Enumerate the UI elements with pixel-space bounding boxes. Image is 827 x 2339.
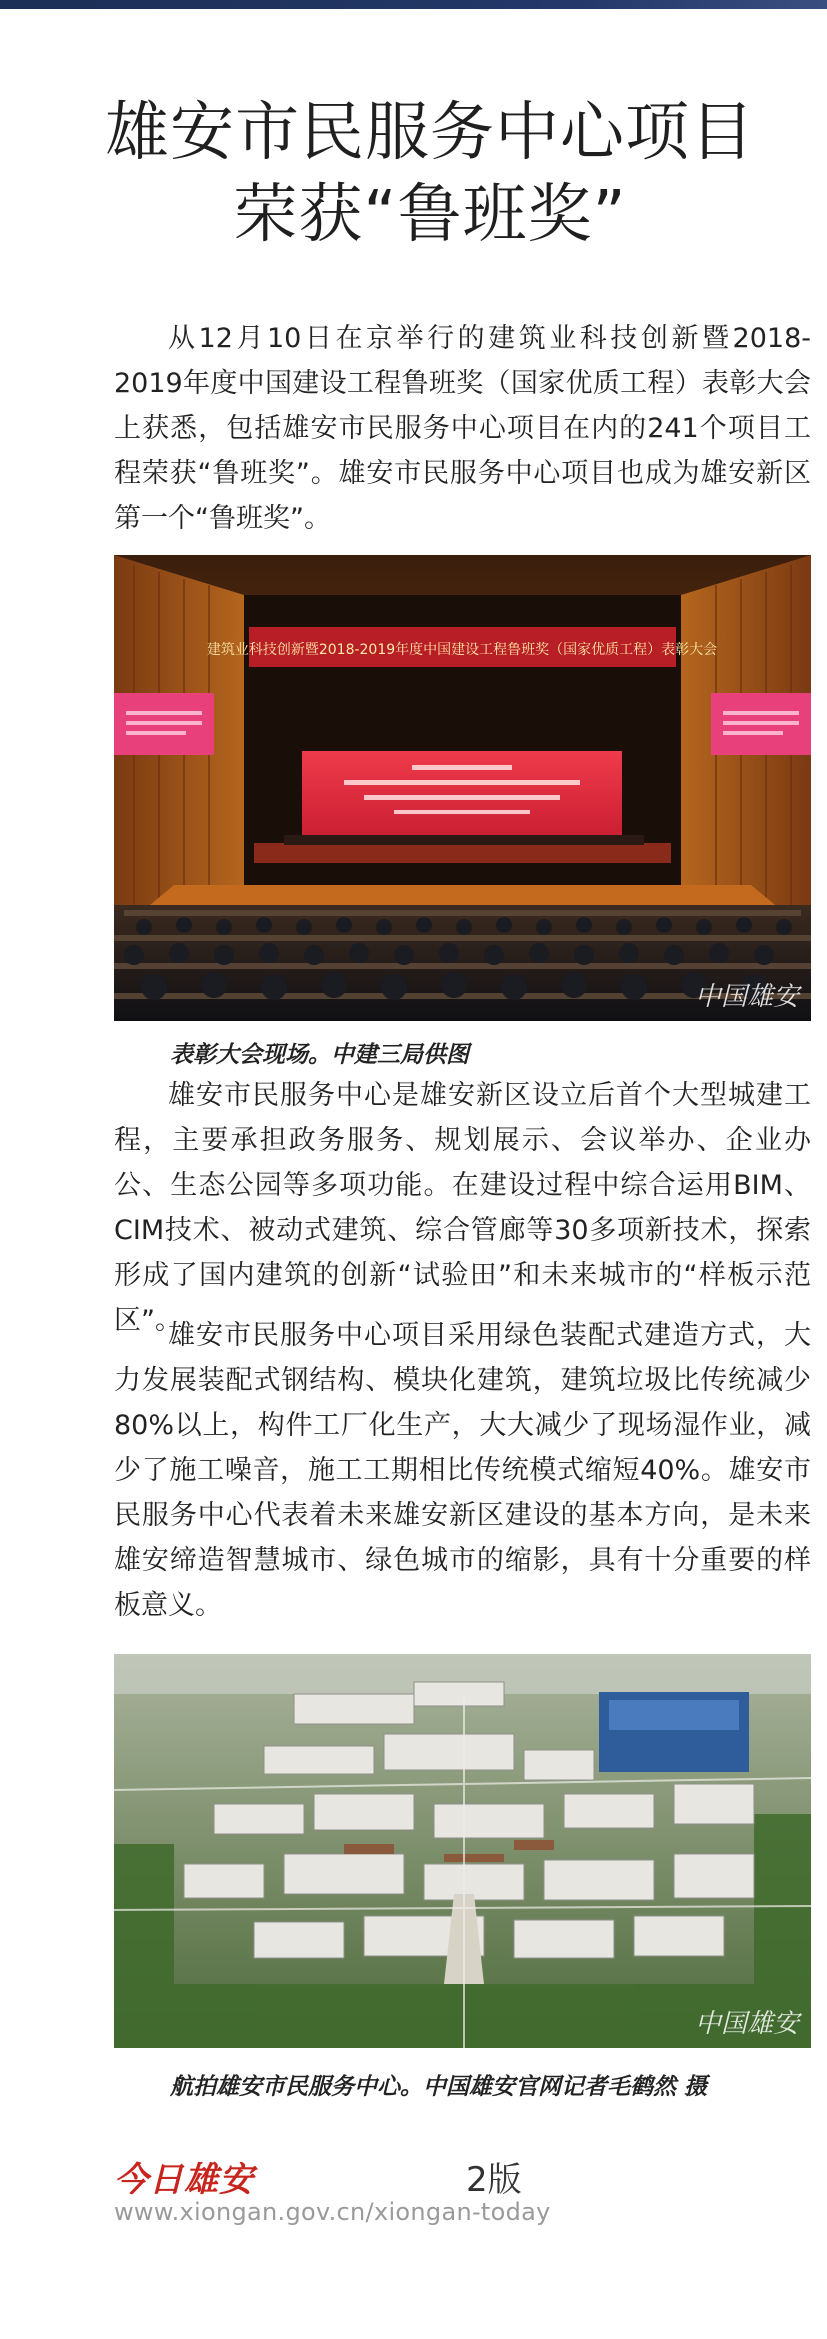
photo-watermark: 中国雄安 [694, 2009, 799, 2039]
footer-brand-logo: 今日雄安 [114, 2160, 254, 2200]
title-line-2: 荣获“鲁班奖” [233, 178, 627, 252]
ceremony-photo [114, 555, 811, 1021]
photo-caption-1: 表彰大会现场。中建三局供图 [170, 1041, 469, 1068]
paragraph-1: 从12月10日在京举行的建筑业科技创新暨2018-2019年度中国建设工程鲁班奖（国家优质工程）表彰大会上获悉，包括雄安市民服务中心项目在内的241个项目工程荣获“鲁班奖”。雄安市民服务中心项目也成为雄安新区第一个“鲁班奖”。 [114, 323, 811, 534]
footer-url-link[interactable]: www.xiongan.gov.cn/xiongan-today [114, 2198, 551, 2226]
aerial-photo-image [114, 1654, 811, 2048]
article-title [60, 92, 800, 256]
ceremony-photo-image [114, 555, 811, 1021]
photo-watermark: 中国雄安 [694, 982, 799, 1012]
aerial-photo [114, 1654, 811, 2048]
top-bar [0, 0, 827, 9]
paragraph-2: 雄安市民服务中心是雄安新区设立后首个大型城建工程，主要承担政务服务、规划展示、会议举办、企业办公、生态公园等多项功能。在建设过程中综合运用BIM、CIM技术、被动式建筑、综合管廊等30多项新技术，探索形成了国内建筑的创新“试验田”和未来城市的“样板示范区”。 [114, 1080, 811, 1336]
paragraph-3: 雄安市民服务中心项目采用绿色装配式建造方式，大力发展装配式钢结构、模块化建筑，建筑垃圾比传统减少80%以上，构件工厂化生产，大大减少了现场湿作业，减少了施工噪音，施工工期相比传统模式缩短40%。雄安市民服务中心代表着未来雄安新区建设的基本方向，是未来雄安缔造智慧城市、绿色城市的缩影，具有十分重要的样板意义。 [114, 1320, 811, 1621]
stage-banner-text: 建筑业科技创新暨2018-2019年度中国建设工程鲁班奖（国家优质工程）表彰大会 [206, 642, 718, 658]
page-number: 2版 [466, 2160, 522, 2200]
title-line-1: 雄安市民服务中心项目 [105, 96, 755, 170]
photo-caption-2: 航拍雄安市民服务中心。中国雄安官网记者毛鹤然 摄 [170, 2073, 708, 2100]
